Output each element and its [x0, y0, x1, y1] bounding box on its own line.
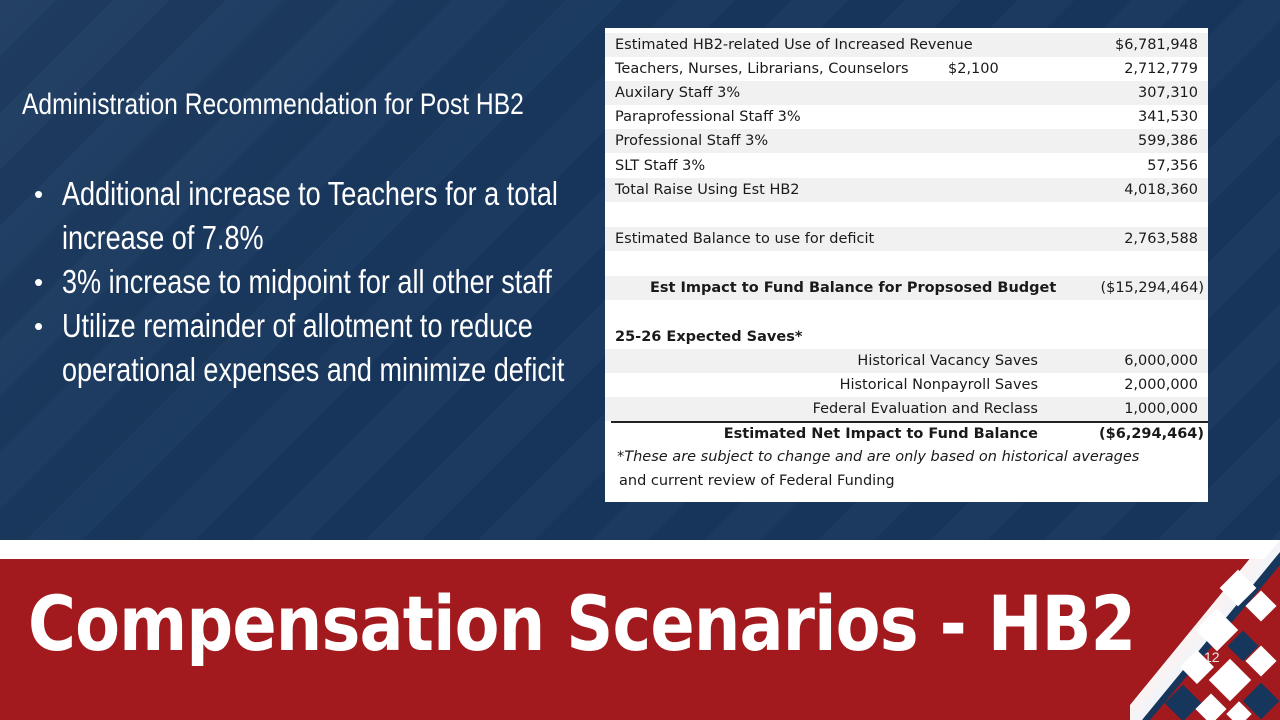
bullet-dot-icon: • [34, 267, 44, 297]
table-row [605, 422, 1208, 446]
row-value: 599,386 [1138, 133, 1198, 149]
row-value: ($6,294,464) [1099, 426, 1204, 442]
row-value: ($15,294,464) [1100, 280, 1204, 296]
row-value: 2,763,588 [1124, 231, 1198, 247]
bullet-item [32, 304, 652, 392]
row-value: $6,781,948 [1114, 37, 1198, 53]
row-value: 341,530 [1138, 109, 1198, 125]
bullet-item [32, 172, 652, 260]
row-value: 6,000,000 [1124, 353, 1198, 369]
page-number: 12 [1204, 649, 1220, 665]
footnote-line: and current review of Federal Funding [619, 473, 895, 489]
row-value: 4,018,360 [1124, 182, 1198, 198]
table-row [605, 178, 1208, 202]
row-value: 1,000,000 [1124, 401, 1198, 417]
decorative-pattern-icon [1130, 540, 1280, 720]
table-row [605, 276, 1208, 300]
bullet-text: Utilize remainder of allotment to reduce operational expenses and minimize deficit [62, 307, 565, 388]
table-row [605, 325, 1208, 349]
budget-table [605, 28, 1208, 502]
bullet-list [32, 172, 652, 392]
table-row [605, 81, 1208, 105]
footnote-line: *These are subject to change and are only based on historical averages [617, 449, 1140, 465]
row-label: Est Impact to Fund Balance for Propsosed Budget [650, 280, 1057, 296]
title-band [0, 559, 1280, 720]
row-extra-value: $2,100 [948, 61, 999, 77]
row-label: Total Raise Using Est HB2 [615, 182, 800, 198]
table-row [605, 397, 1208, 421]
row-label: Historical Vacancy Saves [857, 353, 1038, 369]
row-value: 2,000,000 [1124, 377, 1198, 393]
table-row [605, 57, 1208, 81]
divider-strip [0, 540, 1280, 559]
row-value: 57,356 [1147, 158, 1198, 174]
bullet-dot-icon: • [34, 311, 44, 341]
table-row [605, 105, 1208, 129]
table-row [605, 154, 1208, 178]
table-row [605, 349, 1208, 373]
bullet-text: Additional increase to Teachers for a total increase of 7.8% [62, 175, 558, 256]
table-row [605, 227, 1208, 251]
row-label: Professional Staff 3% [615, 133, 769, 149]
row-label: Auxilary Staff 3% [615, 85, 741, 101]
bullet-item [32, 260, 652, 304]
row-label: Estimated Balance to use for deficit [615, 231, 875, 247]
table-row [605, 33, 1208, 57]
row-value: 2,712,779 [1124, 61, 1198, 77]
row-label: Paraprofessional Staff 3% [615, 109, 801, 125]
section-label: 25-26 Expected Saves* [615, 329, 803, 345]
table-row [605, 129, 1208, 153]
row-label: Estimated HB2-related Use of Increased Revenue [615, 37, 973, 53]
bullet-text: 3% increase to midpoint for all other staff [62, 263, 552, 300]
row-label: Federal Evaluation and Reclass [812, 401, 1038, 417]
table-row [605, 373, 1208, 397]
slide-title: Compensation Scenarios - HB2 [28, 579, 1136, 668]
row-label: SLT Staff 3% [615, 158, 706, 174]
bullet-dot-icon: • [34, 179, 44, 209]
row-value: 307,310 [1138, 85, 1198, 101]
row-label: Estimated Net Impact to Fund Balance [723, 426, 1038, 442]
row-label: Historical Nonpayroll Saves [839, 377, 1038, 393]
left-heading: Administration Recommendation for Post HB2 [22, 88, 524, 121]
row-label: Teachers, Nurses, Librarians, Counselors [615, 61, 909, 77]
